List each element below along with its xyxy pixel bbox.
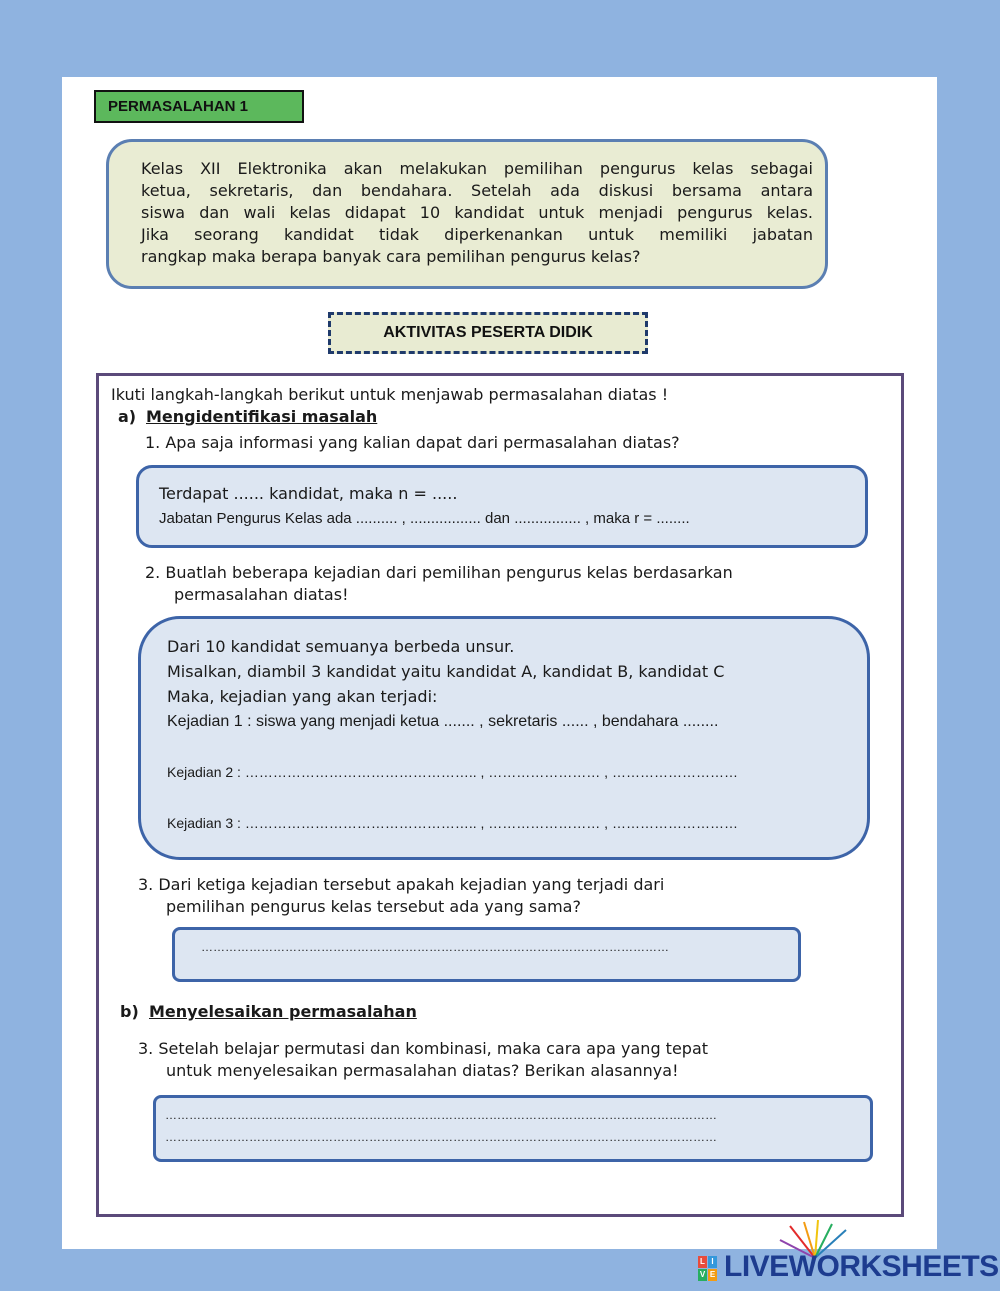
section-b-title: Menyelesaikan permasalahan: [149, 1002, 417, 1021]
section-a-label: a): [118, 407, 137, 426]
answer-box-1-line-1: Terdapat ...... kandidat, maka n = .....: [159, 484, 458, 503]
question-b3-line-2: untuk menyelesaikan permasalahan diatas? Berikan alasannya!: [166, 1061, 679, 1080]
question-1: 1. Apa saja informasi yang kalian dapat dari permasalahan diatas?: [145, 433, 680, 452]
problem-line: ketua, sekretaris, dan bendahara. Setelah ada diskusi bersama antara: [141, 181, 813, 200]
problem-line: rangkap maka berapa banyak cara pemilihan pengurus kelas?: [141, 247, 641, 266]
liveworksheets-logo: [698, 1246, 999, 1286]
problem-line: Jika seorang kandidat tidak diperkenankan untuk memiliki jabatan: [141, 225, 813, 244]
problem-line: Kelas XII Elektronika akan melakukan pemilihan pengurus kelas sebagai: [141, 159, 813, 178]
logo-text: LIVEWORKSHEETS: [724, 1250, 999, 1283]
answer-box-2[interactable]: [138, 616, 870, 860]
live-letters-icon: [698, 1256, 718, 1282]
problem-statement: [106, 139, 828, 289]
problem-line: siswa dan wali kelas didapat 10 kandidat untuk menjadi pengurus kelas.: [141, 203, 813, 222]
answer-box-2-line-1: Dari 10 kandidat semuanya berbeda unsur.: [167, 637, 515, 656]
answer-box-2-line-6: Kejadian 3 : ………………………………………….. , …………………… , ………………………: [167, 815, 738, 831]
question-3-line-1: 3. Dari ketiga kejadian tersebut apakah kejadian yang terjadi dari: [138, 875, 665, 894]
answer-box-1-line-2: Jabatan Pengurus Kelas ada .......... , ................. dan ................ , maka r = ........: [159, 510, 690, 527]
answer-box-2-line-3: Maka, kejadian yang akan terjadi:: [167, 687, 438, 706]
answer-box-2-line-4: Kejadian 1 : siswa yang menjadi ketua ....... , sekretaris ...... , bendahara ........: [167, 713, 719, 730]
problem-title: PERMASALAHAN 1: [94, 90, 304, 123]
answer-box-3-line-1: ………………………………………………………………………………………………………: [201, 940, 669, 954]
answer-box-2-line-2: Misalkan, diambil 3 kandidat yaitu kandidat A, kandidat B, kandidat C: [167, 662, 725, 681]
live-letter: I: [708, 1256, 717, 1268]
answer-box-4-line-1: …………………………………………………………………………………………………………………………: [165, 1108, 717, 1122]
live-letter: V: [699, 1270, 706, 1279]
question-2-line-1: 2. Buatlah beberapa kejadian dari pemilihan pengurus kelas berdasarkan: [145, 563, 733, 582]
live-letter: E: [709, 1270, 716, 1279]
answer-box-4-line-2: …………………………………………………………………………………………………………………………: [165, 1130, 717, 1144]
answer-box-2-line-5: Kejadian 2 : ………………………………………….. , …………………… , ………………………: [167, 764, 738, 780]
intro-text: Ikuti langkah-langkah berikut untuk menjawab permasalahan diatas !: [111, 385, 669, 404]
section-a-title: Mengidentifikasi masalah: [146, 407, 378, 426]
answer-box-1[interactable]: [136, 465, 868, 548]
answer-box-3[interactable]: [172, 927, 801, 982]
question-2-line-2: permasalahan diatas!: [174, 585, 349, 604]
live-letter: L: [698, 1256, 707, 1268]
question-b3-line-1: 3. Setelah belajar permutasi dan kombinasi, maka cara apa yang tepat: [138, 1039, 709, 1058]
section-b-label: b): [120, 1002, 139, 1021]
question-3-line-2: pemilihan pengurus kelas tersebut ada yang sama?: [166, 897, 581, 916]
answer-box-4[interactable]: [153, 1095, 873, 1162]
activity-title: AKTIVITAS PESERTA DIDIK: [328, 312, 648, 354]
